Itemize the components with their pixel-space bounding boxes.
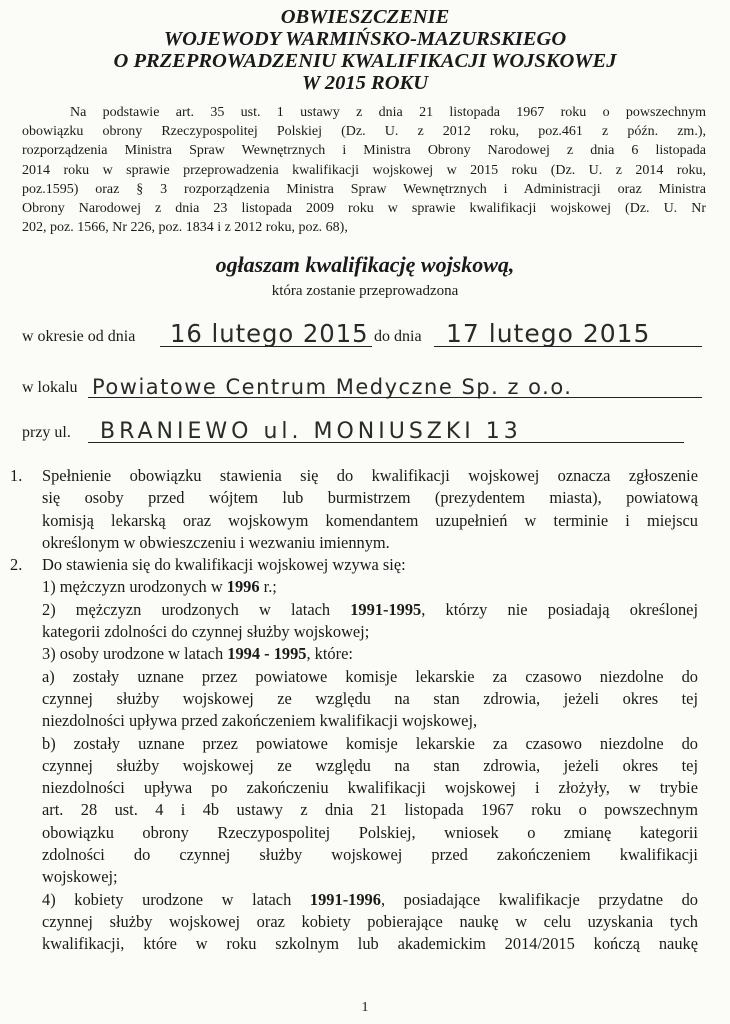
subitem-bold-year: 1991-1995 xyxy=(350,599,422,619)
subitem-b-line: obowiązku obrony Rzeczypospolitej Polskiej, wniosek o zmianę kategorii xyxy=(42,822,698,842)
document-title xyxy=(0,6,730,94)
period-end-handwritten: 17 lutego 2015 xyxy=(446,319,651,348)
legal-basis-paragraph xyxy=(22,103,706,237)
venue-field xyxy=(22,373,706,401)
subitem-text: , które: xyxy=(306,644,353,664)
subitem-text: 3) osoby urodzone w latach xyxy=(42,644,228,664)
list-item xyxy=(10,465,698,554)
subitem-a-line: czynnej służby wojskowej ze względu na stan zdrowia, jeżeli okres tej xyxy=(42,688,698,708)
page-number: 1 xyxy=(361,1000,369,1015)
item-text-line: się osoby przed wójtem lub burmistrzem (prezydentem miasta), powiatową xyxy=(42,488,698,508)
subitem-1 xyxy=(42,576,698,598)
item-intro: Do stawienia się do kwalifikacji wojskowej wzywa się: xyxy=(42,555,406,575)
announcement-subheading: która zostanie przeprowadzona xyxy=(271,283,459,299)
subitem-text-line: kategorii zdolności do czynnej służby wojskowej; xyxy=(42,622,370,642)
subitem-b-line: zdolności do czynnej służby wojskowej przed zakończeniem kwalifikacji xyxy=(42,845,698,865)
item-text-line: określonym w obwieszczeniu i wezwaniu imiennym. xyxy=(42,532,390,552)
subitem-b-line: art. 28 ust. 4 i 4b ustawy z dnia 21 listopada 1967 roku o powszechnym xyxy=(42,800,698,820)
subitem-text: r.; xyxy=(259,577,277,597)
subitem-4-line: czynnej służby wojskowej oraz kobiety pobierające naukę w celu uzyskania tych xyxy=(42,911,698,931)
street-label: przy ul. xyxy=(22,424,71,441)
subitem-4 xyxy=(42,889,698,911)
street-field xyxy=(22,418,706,446)
subitem-b-line: b) zostały uznane przez powiatowe komisje lekarskie za czasowo niezdolne do xyxy=(42,733,698,753)
venue-label: w lokalu xyxy=(22,379,78,396)
list-item xyxy=(10,554,698,955)
period-start-handwritten: 16 lutego 2015 xyxy=(170,319,369,348)
item-text-line: komisją lekarską oraz wojskowym komendantem uzupełnień w terminie i miejscu xyxy=(42,510,698,530)
subitem-b-line: niezdolności upływa po zakończeniu kwalifikacji wojskowej i złożyły, w trybie xyxy=(42,778,698,798)
numbered-list xyxy=(10,465,698,956)
subitem-bold-year: 1996 xyxy=(226,577,260,597)
subitem-b-line: czynnej służby wojskowej ze względu na stan zdrowia, jeżeli okres tej xyxy=(42,755,698,775)
subitem-3 xyxy=(42,643,698,665)
title-line: OBWIESZCZENIE xyxy=(280,6,450,28)
subitem-bold-year: 1991-1996 xyxy=(309,889,381,909)
item-text-line: Spełnienie obowiązku stawienia się do kwalifikacji wojskowej oznacza zgłoszenie xyxy=(42,466,698,485)
subitem-text: , którzy nie posiadają określonej xyxy=(421,599,699,619)
preamble-line: poz.1595) oraz § 3 rozporządzenia Ministra Spraw Wewnętrznych i Administracji oraz Ministra xyxy=(22,181,706,197)
title-line: WOJEWODY WARMIŃSKO-MAZURSKIEGO xyxy=(163,28,567,50)
preamble-line: rozporządzenia Ministra Spraw Wewnętrznych i Ministra Obrony Narodowej z dnia 6 listopada xyxy=(22,143,706,159)
preamble-line: 2014 roku w sprawie przeprowadzenia kwalifikacji wojskowej w 2015 roku (Dz. U. z 2014 roku, xyxy=(22,162,706,178)
subitem-4-line: kwalifikacji, które w roku szkolnym lub akademickim 2014/2015 kończą naukę xyxy=(42,934,698,954)
subitem-bold-year: 1994 - 1995 xyxy=(227,644,307,664)
subitem-2 xyxy=(42,599,698,621)
subitem-b-line: wojskowej; xyxy=(42,867,118,887)
street-handwritten: BRANIEWO ul. MONIUSZKI 13 xyxy=(100,419,522,444)
period-label: w okresie od dnia xyxy=(22,328,136,345)
subitem-a-line: niezdolności upływa przed zakończeniem kwalifikacji wojskowej, xyxy=(42,711,478,731)
title-line: W 2015 ROKU xyxy=(301,72,429,94)
subitem-a-line: a) zostały uznane przez powiatowe komisje lekarskie za czasowo niezdolne do xyxy=(42,666,698,686)
venue-handwritten: Powiatowe Centrum Medyczne Sp. z o.o. xyxy=(92,375,573,399)
subitem-text: 2) mężczyzn urodzonych w latach xyxy=(42,599,351,619)
period-mid-label: do dnia xyxy=(374,328,422,345)
title-line: O PRZEPROWADZENIU KWALIFIKACJI WOJSKOWEJ xyxy=(113,50,617,72)
subitem-text: 1) mężczyzn urodzonych w xyxy=(42,577,227,597)
preamble-line: Obrony Narodowej z dnia 23 listopada 2009 roku w sprawie kwalifikacji wojskowej (Dz. U. Nr xyxy=(22,201,706,217)
preamble-line: 202, poz. 1566, Nr 226, poz. 1834 i z 2012 roku, poz. 68), xyxy=(22,220,348,236)
subitem-text: , posiadające kwalifikacje przydatne do xyxy=(380,889,698,909)
announcement-heading: ogłaszam kwalifikację wojskową, xyxy=(215,252,515,277)
item-number: 2. xyxy=(10,555,23,575)
preamble-line: obowiązku obrony Rzeczypospolitej Polskiej (Dz. U. z 2012 roku, poz.461 z późn. zm.), xyxy=(22,124,706,140)
preamble-line: Na podstawie art. 35 ust. 1 ustawy z dnia 21 listopada 1967 roku o powszechnym xyxy=(70,105,706,120)
subitem-text: 4) kobiety urodzone w latach xyxy=(42,889,310,909)
item-number: 1. xyxy=(10,466,23,485)
period-field xyxy=(22,319,706,350)
